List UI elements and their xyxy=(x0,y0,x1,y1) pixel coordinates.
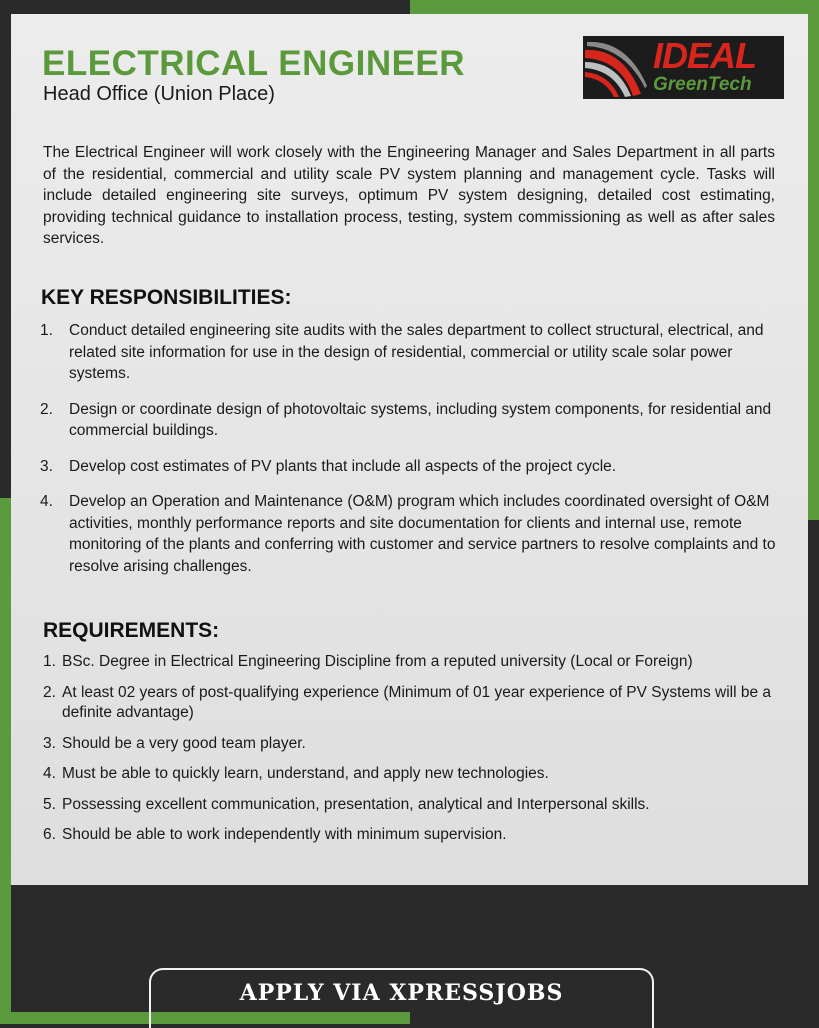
logo-text-ideal: IDEAL xyxy=(653,35,756,76)
item-number: 3. xyxy=(40,457,53,475)
job-location: Head Office (Union Place) xyxy=(43,83,275,105)
list-item xyxy=(43,764,783,785)
item-number: 2. xyxy=(40,400,53,418)
list-item xyxy=(43,652,783,673)
item-text: Develop an Operation and Maintenance (O&M) program which includes coordinated oversight of O&M activities, monthly performance reports and site documentation for clients and internal use, remote monitoring of the plants and conferring with customer and service partners to resolve complaints and to resolve arising challenges. xyxy=(69,493,776,575)
left-green-strip xyxy=(0,498,11,1024)
list-item xyxy=(43,734,783,755)
left-dark-strip xyxy=(0,0,11,498)
list-item xyxy=(43,825,783,846)
item-number: 3. xyxy=(43,734,56,752)
item-text: At least 02 years of post-qualifying experience (Minimum of 01 year experience of PV Systems will be a definite advantage) xyxy=(62,683,772,721)
apply-button[interactable] xyxy=(149,968,654,1028)
list-item xyxy=(40,456,780,478)
job-description: The Electrical Engineer will work closely with the Engineering Manager and Sales Department in all parts of the residential, commercial and utility scale PV system planning and management cycle. Tasks will include detailed engineering site surveys, optimum PV system designing, detailed cost estimating, providing technical guidance to installation process, testing, system commissioning as well as after sales services. xyxy=(43,144,775,247)
item-text: Possessing excellent communication, presentation, analytical and Interpersonal skills. xyxy=(62,795,650,813)
item-number: 6. xyxy=(43,826,56,843)
list-item xyxy=(43,683,783,724)
top-green-strip xyxy=(410,0,819,14)
list-item xyxy=(43,795,783,816)
item-text: Design or coordinate design of photovoltaic systems, including system components, for residential and commercial buildings. xyxy=(69,400,772,439)
item-text: BSc. Degree in Electrical Engineering Discipline from a reputed university (Local or Foreign) xyxy=(62,653,693,670)
item-text: Should be a very good team player. xyxy=(62,734,306,752)
item-number: 5. xyxy=(43,795,56,813)
list-item xyxy=(40,491,780,577)
swoosh-icon xyxy=(583,36,649,99)
item-number: 4. xyxy=(43,765,56,782)
item-number: 1. xyxy=(40,322,53,339)
requirements-list xyxy=(43,652,783,856)
responsibilities-list xyxy=(40,320,780,591)
item-text: Should be able to work independently with minimum supervision. xyxy=(62,826,507,843)
responsibilities-heading: KEY RESPONSIBILITIES: xyxy=(41,286,292,309)
list-item xyxy=(40,320,780,385)
requirements-heading: REQUIREMENTS: xyxy=(43,619,220,642)
item-number: 4. xyxy=(40,493,53,510)
job-title: ELECTRICAL ENGINEER xyxy=(42,44,466,83)
list-item xyxy=(40,399,780,442)
item-text: Conduct detailed engineering site audits with the sales department to collect structural, electrical, and related site information for use in the design of residential, commercial or utility scale solar power systems. xyxy=(69,322,764,382)
item-text: Must be able to quickly learn, understand, and apply new technologies. xyxy=(62,765,549,782)
right-green-strip xyxy=(808,0,819,520)
apply-button-label: APPLY VIA XPRESSJOBS xyxy=(239,980,564,1006)
item-number: 1. xyxy=(43,653,56,670)
logo-text-greentech: GreenTech xyxy=(653,74,752,95)
item-number: 2. xyxy=(43,683,56,701)
item-text: Develop cost estimates of PV plants that include all aspects of the project cycle. xyxy=(69,457,617,475)
company-logo xyxy=(583,36,784,99)
